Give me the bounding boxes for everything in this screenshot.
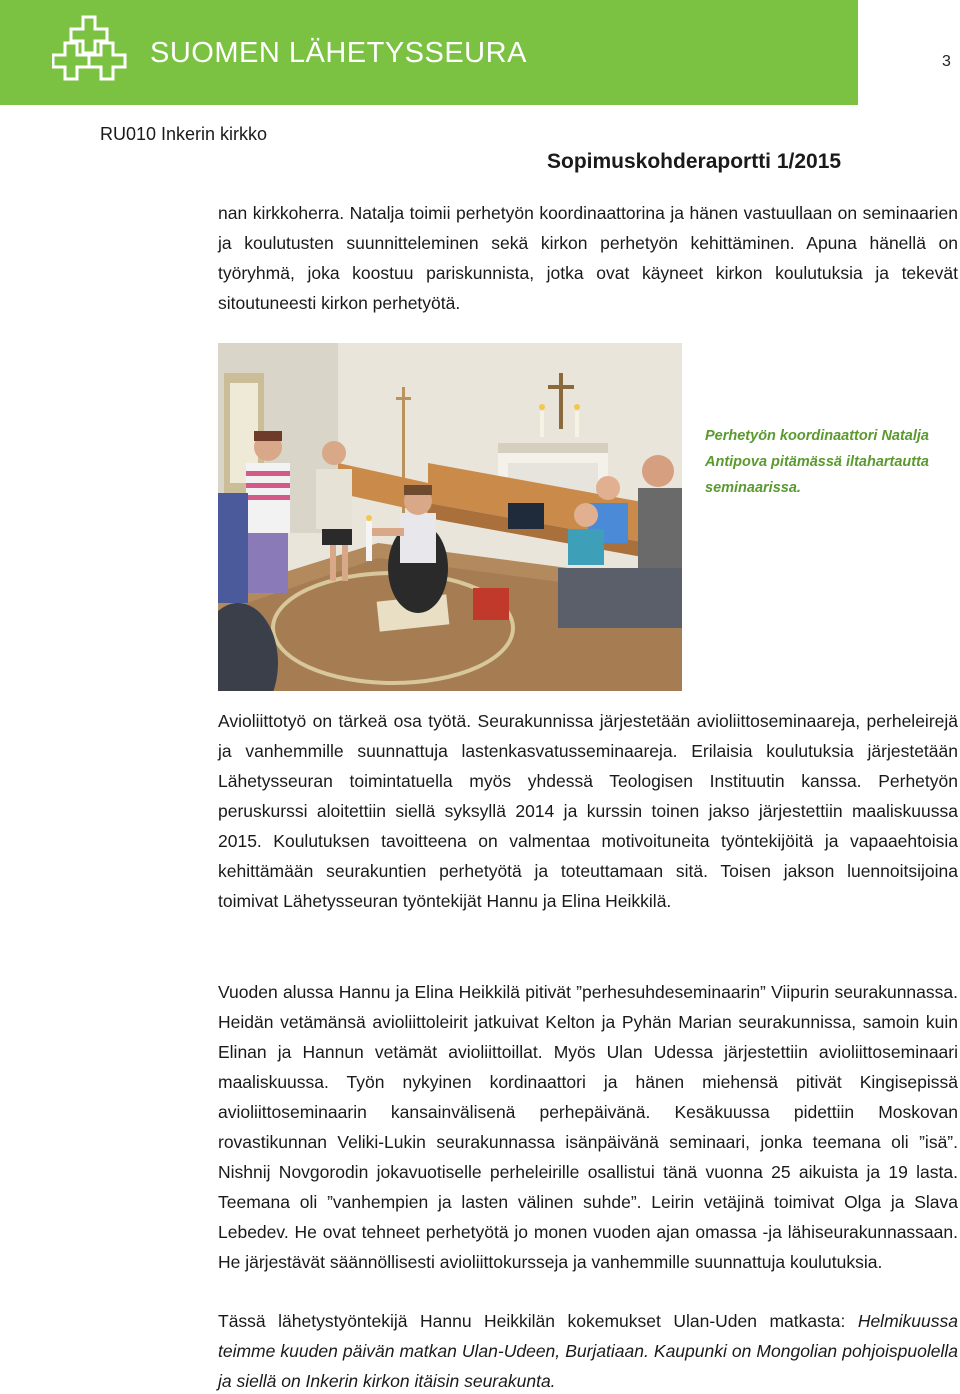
seminar-photo (218, 343, 682, 691)
report-title: Sopimuskohderaportti 1/2015 (547, 150, 842, 173)
header-banner (0, 0, 858, 105)
seminar-photo-illustration (218, 343, 682, 691)
page-number: 3 (942, 53, 951, 70)
cross-logo-icon (52, 13, 130, 91)
document-code: RU010 Inkerin kirkko (100, 124, 268, 144)
paragraph-intro: nan kirkkoherra. Natalja toimii perhetyön koordinaattorina ja hänen vastuullaan on seminaarien ja koulutusten suunnitteleminen sekä kirkon perhetyön kehittäminen. Apuna hänellä on työryhmä, joka koostuu pariskunnista, jotka ovat käyneet kirkon koulutuksia ja tekevät sitoutuneesti kirkon perhetyötä. (218, 203, 958, 313)
organization-name: SUOMEN LÄHETYSSEURA (150, 37, 527, 69)
photo-caption: Perhetyön koordinaattori Natalja Antipova pitämässä iltahartautta seminaarissa. (705, 428, 929, 496)
travel-italic-text: Helmikuussa teimme kuuden päivän matkan Ulan-Udeen, Burjatiaan. Kaupunki on Mongolian pohjoispuolella ja siellä on Inkerin kirkon itäisin seurakunta. (218, 1311, 958, 1391)
paragraph-marriage-work: Avioliittotyö on tärkeä osa työtä. Seurakunnissa järjestetään avioliittoseminaareja, perheleirejä ja vanhemmille suunnattuja lastenkasvatusseminaareja. Erilaisia koulutuksia järjestetään Lähetysseuran toimintatuella myös yhdessä Teologisen Instituutin kanssa. Perhetyön peruskurssi aloitettiin siellä syksyllä 2014 ja kurssin toinen jakso järjestettiin maaliskuussa 2015. Koulutuksen tavoitteena on valmentaa motivoituneita työntekijöitä ja vapaaehtoisia kehittämään seurakuntien perhetyötä ja toteuttamaan sitä. Toisen jakson luennoitsijoina toimivat Lähetysseuran työntekijät Hannu ja Elina Heikkilä. (218, 711, 958, 911)
travel-lead-text: Tässä lähetystyöntekijä Hannu Heikkilän kokemukset Ulan-Uden matkasta: (218, 1311, 858, 1331)
paragraph-heikkila: Vuoden alussa Hannu ja Elina Heikkilä pitivät ”perhesuhdeseminaarin” Viipurin seurakunnassa. Heidän vetämänsä avioliittoleirit jatkuivat Kelton ja Pyhän Marian seurakunnissa, samoin kuin Elinan ja Hannun vetämät avioliittoillat. Myös Ulan Udessa järjestettiin avioliittoseminaari maaliskuussa. Työn nykyinen kordinaattori ja hänen miehensä pitivät Kingisepissä avioliittoseminaarin kansainvälisenä perhepäivänä. Kesäkuussa pidettiin Moskovan rovastikunnan Veliki-Lukin seurakunnassa isänpäivänä seminaari, jonka teemana oli ”isä”. Nishnij Novgorodin jokavuotiselle perheleirille osallistui tänä vuonna 25 aikuista ja 19 lasta. Teemana oli ”vanhempien ja lasten välinen suhde”. Leirin vetäjinä toimivat Olga ja Slava Lebedev. He ovat tehneet perhetyötä jo monen vuoden ajan omassa -ja lähiseurakunnassaan. He järjestävät säännöllisesti avioliittokursseja ja vanhemmille suunnattuja koulutuksia. (218, 982, 958, 1272)
paragraph-travel (218, 1306, 958, 1394)
